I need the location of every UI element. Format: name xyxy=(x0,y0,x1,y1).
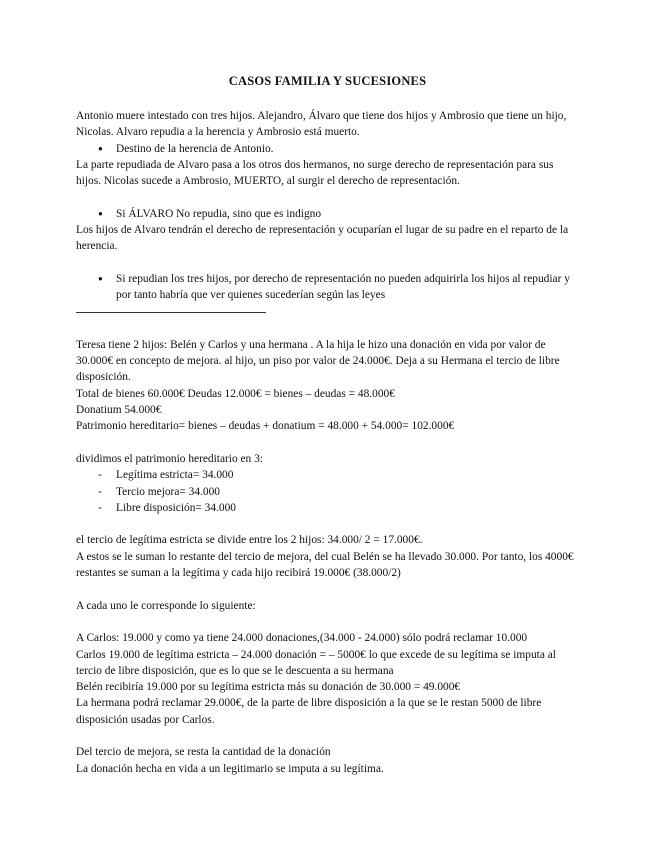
spacer xyxy=(76,313,580,329)
case2-final-donacion: La donación hecha en vida a un legitimario se imputa a su legítima. xyxy=(76,762,384,775)
case1-bullet-repudian-tres: ● Si repudian los tres hijos, por derecho de representación no pueden adquirirla los hijos al repudiar y por tanto habría que ver quienes sucederían según las leyes xyxy=(76,271,580,304)
spacer xyxy=(76,189,580,205)
spacer xyxy=(76,581,580,597)
case1-bullet-destino: ● Destino de la herencia de Antonio. xyxy=(76,141,580,157)
case1-paragraph-indigno: Los hijos de Alvaro tendrán el derecho de representación y ocuparían el lugar de su padre en el reparto de la herencia. xyxy=(76,224,569,253)
case1-bullet-list-3 xyxy=(76,271,580,304)
case1-bullet-indigno: ● Si ÁLVARO No repudia, sino que es indigno xyxy=(76,206,580,222)
case2-carlos-reclamar: A Carlos: 19.000 y como ya tiene 24.000 donaciones,(34.000 - 24.000) sólo podrá reclamar 10.000 xyxy=(76,632,528,645)
spacer xyxy=(76,516,580,532)
case2-intro: Teresa tiene 2 hijos: Belén y Carlos y una hermana . A la hija le hizo una donación en vida por valor de 30.000€ en concepto de mejora. al hijo, un piso por valor de 24.000€. Deja a su Hermana el tercio de libre disposición. xyxy=(76,338,560,384)
document-body xyxy=(76,108,580,777)
case2-legitima-division: el tercio de legítima estricta se divide entre los 2 hijos: 34.000/ 2 = 17.000€. xyxy=(76,534,423,547)
case2-total-bienes: Total de bienes 60.000€ Deudas 12.000€ = bienes – deudas = 48.000€ xyxy=(76,387,395,400)
case1-bullet-list-1 xyxy=(76,141,580,157)
case2-hermana: La hermana podrá reclamar 29.000€, de la parte de libre disposición a la que se le restan 5000 de libre disposición usadas por Carlos. xyxy=(76,697,542,726)
list-item: - Libre disposición= 34.000 xyxy=(76,500,580,516)
spacer xyxy=(76,329,580,337)
spacer xyxy=(76,255,580,271)
case2-final-mejora: Del tercio de mejora, se resta la cantidad de la donación xyxy=(76,746,331,759)
case2-divide-heading: dividimos el patrimonio hereditario en 3: xyxy=(76,452,263,465)
document-title: CASOS FAMILIA Y SUCESIONES xyxy=(228,74,427,88)
case2-carlos-exceso: Carlos 19.000 de legítima estricta – 24.000 donación = – 5000€ lo que excede de su legítima se imputa al tercio de libre disposición, que es lo que se le descuenta a su hermana xyxy=(76,648,556,677)
case2-donatium: Donatium 54.000€ xyxy=(76,404,162,417)
case2-corresponde: A cada uno le corresponde lo siguiente: xyxy=(76,599,256,612)
list-item: - Tercio mejora= 34.000 xyxy=(76,484,580,500)
spacer xyxy=(76,728,580,744)
case2-patrimonio: Patrimonio hereditario= bienes – deudas + donatium = 48.000 + 54.000= 102.000€ xyxy=(76,420,455,433)
spacer xyxy=(76,435,580,451)
case2-dash-list xyxy=(76,467,580,516)
case1-bullet-list-2 xyxy=(76,206,580,222)
case1-paragraph-repudia: La parte repudiada de Alvaro pasa a los otros dos hermanos, no surge derecho de representación para sus hijos. Nicolas sucede a Ambrosio, MUERTO, al surgir el derecho de representación. xyxy=(76,158,554,188)
case2-mejora-suma: A estos se le suman lo restante del tercio de mejora, del cual Belén se ha llevado 30.000. Por tanto, los 4000€ restantes se suman a la legítima y cada hijo recibirá 19.000€ (38.000/2) xyxy=(76,550,574,580)
case2-belen: Belén recibiría 19.000 por su legítima estricta más su donación de 30.000 = 49.000€ xyxy=(76,681,461,694)
list-item: - Legítima estricta= 34.000 xyxy=(76,467,580,483)
spacer xyxy=(76,614,580,630)
case1-intro: Antonio muere intestado con tres hijos. Alejandro, Álvaro que tiene dos hijos y Ambrosio que tiene un hijo, Nicolas. Alvaro repudia a la herencia y Ambrosio está muerto. xyxy=(76,110,567,139)
